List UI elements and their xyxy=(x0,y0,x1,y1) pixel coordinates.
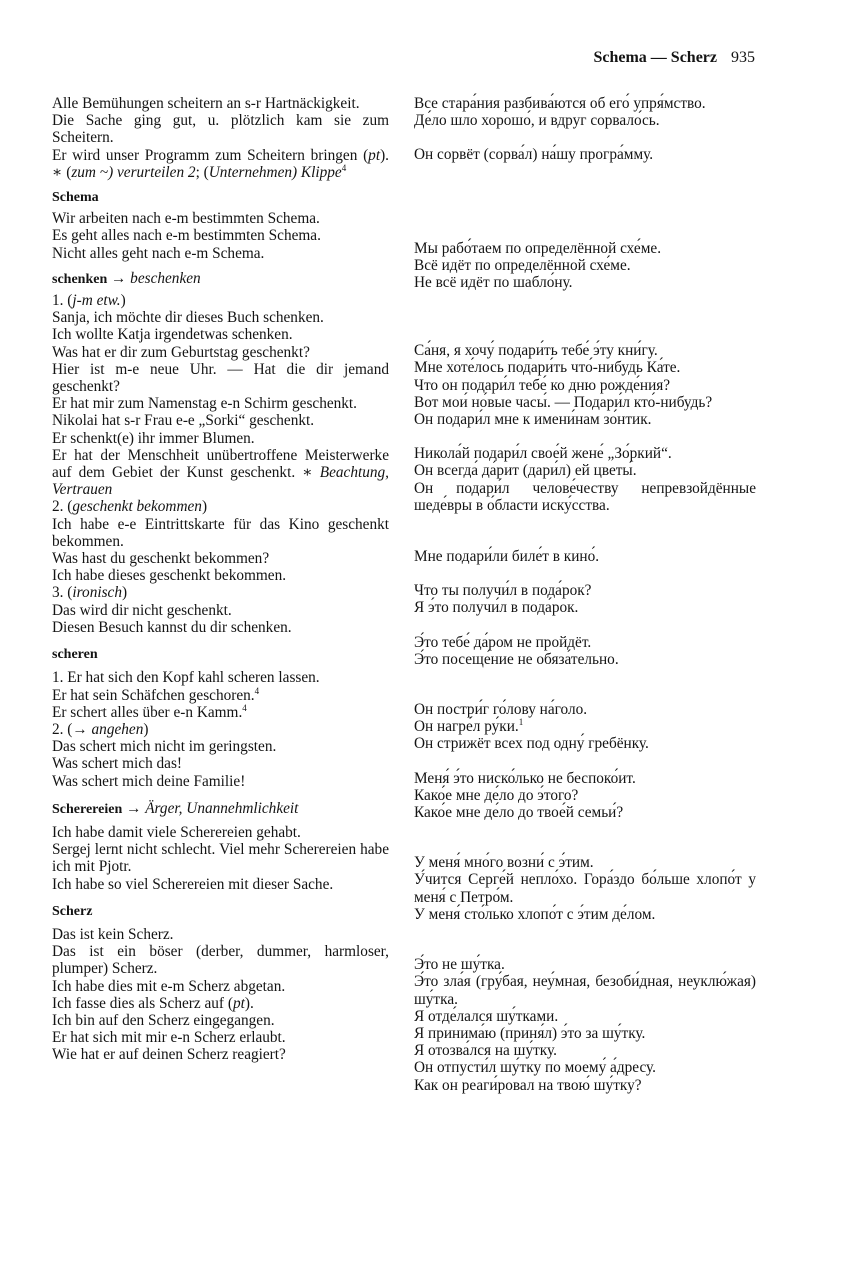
example-de: Er hat mir zum Namenstag e-n Schirm geschenkt. xyxy=(52,395,357,413)
translation-ru: Я отозва́лся на шу́тку. xyxy=(414,1042,557,1060)
example-de: Wir arbeiten nach e-m bestimmten Schema. xyxy=(52,210,320,228)
translation-ru: Мне подари́ли биле́т в кино́. xyxy=(414,548,600,566)
translation-ru: Я э́то получи́л в пода́рок. xyxy=(414,599,579,617)
example-de: Ich habe so viel Scherereien mit dieser Sache. xyxy=(52,875,334,893)
translation-ru: У меня́ мно́го возни́ с э́тим. xyxy=(414,854,594,872)
example-de: Das wird dir nicht geschenkt. xyxy=(52,601,232,619)
translation-ru: Он всегда́ да́рит (дари́л) ей цветы́. xyxy=(414,462,637,480)
translation-ru: Он отпусти́л шу́тку по моему́ а́дресу. xyxy=(414,1059,656,1077)
entry-headword: Scherereien xyxy=(52,801,123,817)
translation-ru: Э́то не шу́тка. xyxy=(414,956,505,974)
example-de: Er schenkt(e) ihr immer Blumen. xyxy=(52,429,255,447)
example-de: Er hat sein Schäfchen geschoren.$^4$ xyxy=(52,685,260,704)
entry-headword: schenken xyxy=(52,271,108,287)
translation-ru: Э́то тебе́ да́ром не пройдёт. xyxy=(414,633,592,651)
example-de: Alle Bemühungen scheitern an s-r Hartnäckigkeit. xyxy=(52,95,360,112)
running-headword: Schema — Scherz xyxy=(593,49,717,66)
translation-ru: Вот мои́ но́вые часы́. — Подари́л кто́-нибудь? xyxy=(414,393,713,411)
example-de: Ich habe dies mit e-m Scherz abgetan. xyxy=(52,977,286,995)
example-de: Nicht alles geht nach e-m Schema. xyxy=(52,244,265,262)
example-de: Was hast du geschenkt bekommen? xyxy=(52,550,270,568)
translation-ru: Все стара́ния разбива́ются об его́ упря́мство. xyxy=(414,95,706,112)
translation-ru: Он нагре́л ру́ки.$^1$ xyxy=(414,717,524,736)
cross-reference: Unternehmen) Klippe xyxy=(208,163,342,181)
translation-ru: У́чится Серге́й непло́хо. Гора́здо бо́льше хлопо́т у меня́ с Петро́м. xyxy=(414,871,756,906)
example-de: Die Sache ging gut, u. plötzlich kam sie zum Scheitern. xyxy=(52,112,389,147)
entry-headword: Scherz xyxy=(52,903,93,919)
sense-label: 3. (ironisch) xyxy=(52,584,128,602)
translation-ru: Никола́й подари́л свое́й жене́ „Зо́ркий“. xyxy=(414,445,672,463)
example-de: Ich habe dieses geschenkt bekommen. xyxy=(52,567,287,585)
translation-ru: Он подари́л мне к имени́нам зо́нтик. xyxy=(414,411,652,429)
example-de: Es geht alles nach e-m bestimmten Schema. xyxy=(52,227,321,245)
example-de: Diesen Besuch kannst du dir schenken. xyxy=(52,618,292,636)
translation-ru: Что ты получи́л в пода́рок? xyxy=(414,582,592,600)
example-de: Was hat er dir zum Geburtstag geschenkt? xyxy=(52,343,310,361)
cross-reference: zum ~) verurteilen 2 xyxy=(71,163,196,181)
sense-label: 2. (→ angehen) xyxy=(52,720,149,738)
german-column xyxy=(52,95,389,1064)
translation-ru: Мы рабо́таем по определённой схе́ме. xyxy=(414,239,662,257)
translation-ru: Э́то зла́я (гру́бая, неу́мная, безоби́дная, неуклю́жая) шу́тка. xyxy=(414,973,756,1008)
example-de: Ich bin auf den Scherz eingegangen. xyxy=(52,1011,275,1029)
translation-ru: Я принима́ю (приня́л) э́то за шу́тку. xyxy=(414,1024,646,1042)
translation-ru: Де́ло шло хорошо́, и вдруг сорвало́сь. xyxy=(414,112,660,130)
example-de: Das ist kein Scherz. xyxy=(52,925,174,943)
sense-label: 2. (geschenkt bekommen) xyxy=(52,498,208,516)
example-de: Sergej lernt nicht schlecht. Viel mehr Scherereien habe ich mit Pjotr. xyxy=(52,841,389,876)
example-de: Was schert mich deine Familie! xyxy=(52,772,246,790)
translation-ru: Что он подари́л тебе́ ко дню рожде́ния? xyxy=(414,376,671,394)
entry-heading xyxy=(52,800,389,818)
example-de: Er hat sich mit mir e-n Scherz erlaubt. xyxy=(52,1029,286,1047)
example-de: Ich habe e-e Eintrittskarte für das Kino geschenkt bekommen. xyxy=(52,515,389,550)
cross-reference: Beachtung, Vertrauen xyxy=(52,464,389,499)
translation-ru: Он постри́г го́лову на́голо. xyxy=(414,701,588,719)
example-de: Hier ist m-e neue Uhr. — Hat die dir jemand geschenkt? xyxy=(52,360,389,396)
translation-ru: Я отде́лался шу́тками. xyxy=(414,1007,559,1025)
russian-column xyxy=(414,95,756,1094)
example-de: Nikolai hat s-r Frau e-e „Sorki“ geschenkt. xyxy=(52,412,315,430)
example-de: Er hat der Menschheit unübertroffene Meisterwerke auf dem Gebiet der Kunst geschenkt. ∗ Beachtung, Vertrauen xyxy=(52,446,389,499)
example-de: Ich habe damit viele Scherereien gehabt. xyxy=(52,823,301,841)
translation-ru: Он сорвёт (сорва́л) на́шу програ́мму. xyxy=(414,146,654,164)
translation-ru: Он подари́л челове́честву непревзойдённые шеде́вры в о́бласти иску́сства. xyxy=(414,479,756,514)
entry-headword: scheren xyxy=(52,647,98,663)
page-number: 935 xyxy=(731,49,755,66)
translation-ru: Всё идёт по определённой схе́ме. xyxy=(414,256,631,274)
running-header xyxy=(0,48,755,68)
translation-ru: Не всё идёт по шабло́ну. xyxy=(414,274,573,292)
cross-reference: → angehen xyxy=(72,720,144,738)
example-de: Ich fasse dies als Scherz auf (pt). xyxy=(52,994,254,1012)
cross-reference: → beschenken xyxy=(107,269,201,287)
translation-ru: Мне хоте́лось подари́ть что́-нибудь Ка́те. xyxy=(414,359,681,377)
translation-ru: Он стрижёт всех под одну́ гребёнку. xyxy=(414,735,649,753)
example-de: 1. Er hat sich den Kopf kahl scheren lassen. xyxy=(52,669,320,687)
entry-heading xyxy=(52,270,389,288)
translation-ru: Меня́ э́то ниско́лько не беспоко́ит. xyxy=(414,769,636,787)
example-de: Er schert alles über e-n Kamm.$^4$ xyxy=(52,702,247,721)
example-de: Das schert mich nicht im geringsten. xyxy=(52,738,277,756)
example-de: Wie hat er auf deinen Scherz reagiert? xyxy=(52,1046,286,1064)
example-de: Das ist ein böser (derber, dummer, harmloser, plumper) Scherz. xyxy=(52,943,389,978)
sense-label: 1. (j-m etw.) xyxy=(52,292,126,310)
translation-ru: У меня́ сто́лько хлопо́т с э́тим де́лом. xyxy=(414,905,656,923)
example-de: Ich wollte Katja irgendetwas schenken. xyxy=(52,326,293,344)
translation-ru: Како́е мне де́ло до э́того? xyxy=(414,786,579,804)
translation-ru: Э́то посеще́ние не обяза́тельно. xyxy=(414,650,619,668)
entry-headword: Schema xyxy=(52,190,99,206)
translation-ru: Како́е мне де́ло до твое́й семьи́? xyxy=(414,804,624,822)
example-de: Sanja, ich möchte dir dieses Buch schenken. xyxy=(52,309,324,327)
example-de: Was schert mich das! xyxy=(52,755,183,773)
translation-ru: Са́ня, я хочу́ подари́ть тебе́ э́ту кни́гу. xyxy=(414,342,658,360)
cross-reference: → Ärger, Unannehmlichkeit xyxy=(122,799,299,817)
example-de: Er wird unser Programm zum Scheitern bringen (pt). ∗ (zum ~) verurteilen 2; (Unternehmen) Klippe$^4$ xyxy=(52,146,389,181)
translation-ru: Как он реаги́ровал на твою́ шу́тку? xyxy=(414,1076,642,1094)
